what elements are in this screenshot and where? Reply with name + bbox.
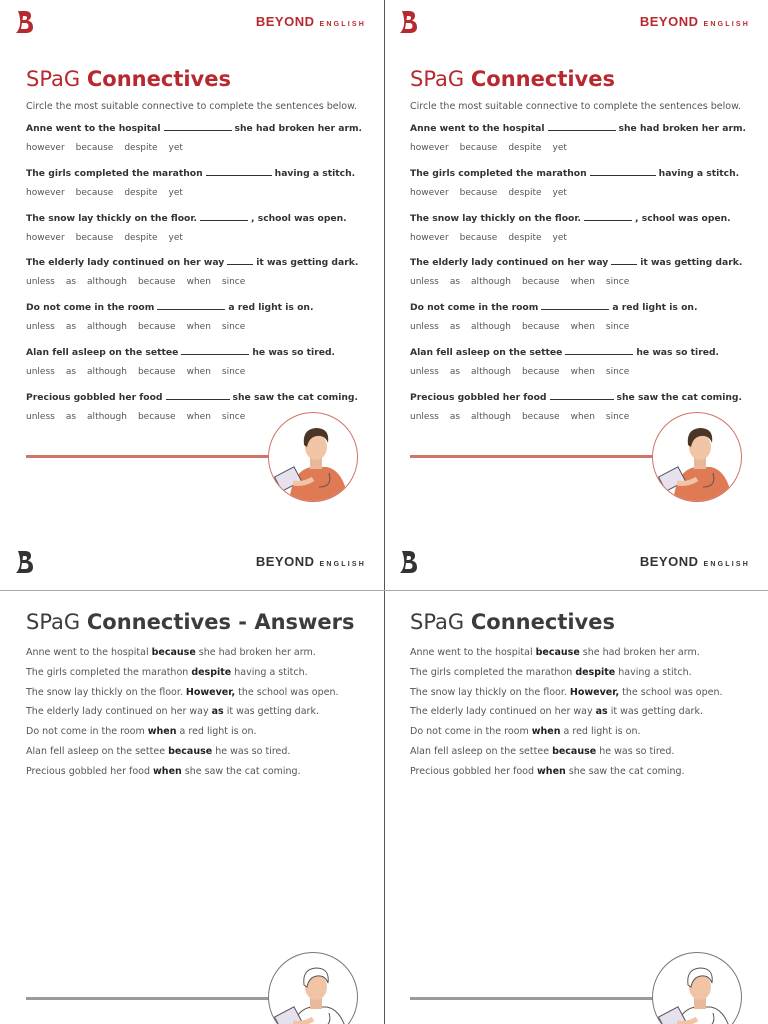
question-sentence — [26, 301, 362, 313]
connective-option[interactable]: since — [605, 411, 630, 422]
beyond-logo-icon — [14, 549, 36, 575]
question-sentence — [410, 301, 746, 313]
connective-option[interactable]: despite — [508, 143, 542, 153]
connective-option[interactable]: when — [570, 366, 595, 377]
instruction-text: Circle the most suitable connective to complete the sentences below. — [410, 101, 742, 112]
connective-option[interactable]: as — [449, 322, 461, 333]
student-with-notebook-illustration — [653, 413, 742, 502]
answer-card — [384, 540, 768, 1024]
sentence-end: she saw the cat coming. — [181, 765, 301, 777]
sentence-start: The elderly lady continued on her way — [410, 257, 609, 269]
answer-sentence — [26, 687, 339, 707]
connective-option[interactable]: since — [221, 277, 246, 288]
connective-option[interactable]: because — [521, 366, 560, 377]
sentence-start: Anne went to the hospital — [26, 647, 152, 658]
connective-option[interactable]: although — [471, 366, 511, 377]
brand-wordmark — [640, 554, 750, 569]
question-item — [410, 212, 746, 257]
connective-option[interactable]: when — [186, 366, 211, 377]
answer-blank — [548, 122, 616, 131]
connective-option[interactable]: as — [449, 411, 461, 422]
sentence-start: The snow lay thickly on the floor. — [26, 212, 198, 224]
answer-sentence — [26, 667, 339, 687]
connective-options — [26, 233, 362, 243]
title-main: Connectives — [470, 67, 615, 91]
question-item — [410, 256, 746, 301]
worksheet-title — [26, 67, 231, 91]
sentence-end: it was getting dark. — [256, 257, 359, 269]
connective-option[interactable]: because — [459, 187, 498, 198]
answer-word: as — [211, 706, 224, 718]
sentence-end: he was so tired. — [636, 346, 720, 358]
answer-blank — [227, 256, 253, 265]
question-sentence — [410, 122, 746, 134]
question-sentence — [410, 167, 746, 179]
answer-word: However, — [569, 686, 620, 698]
answer-word: when — [531, 726, 561, 738]
sentence-start: Alan fell asleep on the settee — [410, 745, 553, 757]
connective-option[interactable]: when — [186, 277, 211, 288]
answer-sentence — [26, 726, 339, 746]
connective-option[interactable]: unless — [26, 277, 55, 288]
brand-wordmark — [256, 554, 366, 569]
connective-option[interactable]: since — [221, 366, 246, 377]
answer-word: despite — [191, 666, 232, 678]
answer-sentence — [410, 746, 723, 766]
connective-option[interactable]: although — [471, 277, 511, 288]
sentence-end: she saw the cat coming. — [232, 391, 358, 403]
sentence-start: Alan fell asleep on the settee — [26, 745, 169, 757]
connective-option[interactable]: however — [410, 232, 449, 243]
answer-blank — [590, 167, 656, 176]
sentence-start: Do not come in the room — [26, 302, 155, 314]
sentence-end: , school was open. — [251, 212, 347, 224]
sentence-end: a red light is on. — [228, 302, 314, 314]
answer-blank — [164, 122, 232, 131]
answer-blank — [200, 212, 248, 221]
connective-option[interactable]: unless — [410, 366, 439, 377]
sentence-end: the school was open. — [619, 686, 723, 698]
connective-option[interactable]: because — [75, 187, 114, 198]
sentence-start: The elderly lady continued on her way — [410, 706, 596, 718]
sentence-end: he was so tired. — [596, 745, 675, 757]
sentence-end: she saw the cat coming. — [616, 391, 742, 403]
answer-blank — [584, 212, 632, 221]
connective-options — [26, 322, 362, 332]
connective-option[interactable]: unless — [410, 322, 439, 333]
connective-option[interactable]: yet — [552, 143, 567, 153]
brand-subtitle: ENGLISH — [319, 21, 366, 28]
answer-word: when — [537, 765, 566, 777]
question-item — [26, 301, 362, 346]
brand-wordmark — [256, 14, 366, 29]
connective-option[interactable]: as — [65, 366, 77, 377]
connective-option[interactable]: because — [459, 232, 498, 243]
title-prefix: SPaG — [26, 610, 81, 634]
connective-option[interactable]: unless — [410, 411, 439, 422]
connective-option[interactable]: as — [449, 277, 461, 288]
brand-subtitle: ENGLISH — [703, 561, 750, 568]
question-sentence — [26, 212, 362, 224]
connective-option[interactable]: when — [186, 322, 211, 333]
question-item — [26, 212, 362, 257]
sentence-start: Do not come in the room — [410, 726, 532, 738]
answer-list — [26, 647, 339, 786]
student-portrait — [652, 952, 742, 1024]
sentence-start: The girls completed the marathon — [410, 666, 576, 678]
answer-sentence — [26, 746, 339, 766]
question-sentence — [26, 256, 362, 268]
sentence-start: Anne went to the hospital — [26, 123, 161, 134]
footer-rule — [410, 997, 655, 1000]
answer-sentence — [410, 766, 723, 786]
sentence-start: The girls completed the marathon — [26, 666, 192, 678]
connective-options — [410, 277, 746, 287]
sentence-start: Alan fell asleep on the settee — [26, 346, 179, 358]
title-prefix: SPaG — [26, 67, 81, 91]
sentence-start: Anne went to the hospital — [410, 123, 545, 134]
connective-option[interactable]: despite — [124, 187, 158, 198]
sentence-start: The girls completed the marathon — [410, 167, 587, 179]
worksheet-title — [26, 610, 355, 634]
connective-option[interactable]: unless — [410, 277, 439, 288]
connective-option[interactable]: although — [471, 411, 511, 422]
answer-blank — [157, 301, 225, 310]
connective-option[interactable]: when — [570, 277, 595, 288]
brand-subtitle: ENGLISH — [703, 21, 750, 28]
question-item — [410, 122, 746, 167]
answer-blank — [181, 346, 249, 355]
question-item — [26, 167, 362, 212]
connective-option[interactable]: yet — [168, 187, 183, 198]
question-sentence — [26, 346, 362, 358]
answer-word: when — [147, 726, 177, 738]
connective-option[interactable]: when — [186, 411, 211, 422]
answer-blank — [166, 391, 230, 400]
sentence-end: she had broken her arm. — [618, 123, 747, 134]
connective-option[interactable]: as — [65, 322, 77, 333]
connective-option[interactable]: despite — [124, 143, 158, 153]
sentence-start: Precious gobbled her food — [410, 765, 538, 777]
student-with-notebook-illustration — [653, 953, 742, 1024]
footer-rule — [410, 455, 655, 458]
connective-option[interactable]: because — [137, 411, 176, 422]
connective-options — [26, 143, 362, 153]
question-item — [26, 346, 362, 391]
student-with-notebook-illustration — [269, 953, 358, 1024]
sentence-start: The snow lay thickly on the floor. — [26, 686, 186, 698]
connective-option[interactable]: because — [137, 366, 176, 377]
answer-sentence — [410, 667, 723, 687]
connective-option[interactable]: although — [87, 277, 127, 288]
sentence-end: a red light is on. — [176, 726, 257, 738]
connective-option[interactable]: however — [410, 187, 449, 198]
brand-name: BEYOND — [255, 14, 315, 29]
title-prefix: SPaG — [410, 67, 465, 91]
sentence-start: The snow lay thickly on the floor. — [410, 686, 570, 698]
connective-option[interactable]: yet — [552, 187, 567, 198]
connective-option[interactable]: despite — [124, 232, 158, 243]
connective-option[interactable]: however — [26, 187, 65, 198]
sentence-end: , school was open. — [635, 212, 731, 224]
connective-option[interactable]: despite — [508, 187, 542, 198]
title-main: Connectives — [470, 610, 615, 634]
beyond-logo-icon — [398, 9, 420, 35]
connective-option[interactable]: as — [65, 277, 77, 288]
sentence-start: Precious gobbled her food — [26, 765, 154, 777]
connective-options — [410, 143, 746, 153]
connective-options — [410, 322, 746, 332]
connective-option[interactable]: since — [221, 411, 246, 422]
connective-option[interactable]: since — [221, 322, 246, 333]
sentence-end: a red light is on. — [560, 726, 641, 738]
student-portrait — [652, 412, 742, 502]
connective-option[interactable]: when — [570, 411, 595, 422]
sentence-end: having a stitch. — [274, 167, 356, 179]
answer-blank — [565, 346, 633, 355]
student-portrait — [268, 952, 358, 1024]
connective-option[interactable]: as — [449, 366, 461, 377]
sentence-end: she had broken her arm. — [579, 647, 700, 658]
connective-options — [26, 367, 362, 377]
answer-word: when — [153, 765, 182, 777]
question-item — [26, 122, 362, 167]
answer-sentence — [26, 766, 339, 786]
connective-option[interactable]: since — [605, 322, 630, 333]
connective-option[interactable]: because — [521, 411, 560, 422]
sentence-start: Alan fell asleep on the settee — [410, 346, 563, 358]
connective-option[interactable]: because — [521, 277, 560, 288]
connective-option[interactable]: however — [410, 143, 449, 153]
connective-option[interactable]: because — [459, 143, 498, 153]
title-prefix: SPaG — [410, 610, 465, 634]
question-sentence — [26, 167, 362, 179]
footer-rule — [26, 997, 271, 1000]
title-main: Connectives — [86, 67, 231, 91]
question-item — [410, 301, 746, 346]
answer-list — [410, 647, 723, 786]
connective-option[interactable]: unless — [26, 366, 55, 377]
sentence-end: the school was open. — [235, 686, 339, 698]
brand-subtitle: ENGLISH — [319, 561, 366, 568]
sentence-start: Precious gobbled her food — [26, 391, 163, 403]
sentence-end: it was getting dark. — [640, 257, 743, 269]
sentence-end: she saw the cat coming. — [565, 765, 685, 777]
question-sentence — [410, 256, 746, 268]
connective-option[interactable]: yet — [168, 232, 183, 243]
question-sentence — [26, 122, 362, 134]
answer-blank — [206, 167, 272, 176]
sentence-start: Anne went to the hospital — [410, 647, 536, 658]
connective-option[interactable]: unless — [26, 411, 55, 422]
connective-option[interactable]: however — [26, 232, 65, 243]
question-list — [26, 122, 362, 436]
beyond-logo-icon — [14, 9, 36, 35]
footer-rule — [26, 455, 271, 458]
sentence-end: she had broken her arm. — [195, 647, 316, 658]
connective-options — [410, 367, 746, 377]
connective-option[interactable]: yet — [552, 232, 567, 243]
sentence-start: Precious gobbled her food — [410, 391, 547, 403]
connective-option[interactable]: despite — [508, 232, 542, 243]
connective-options — [26, 277, 362, 287]
sentence-start: The elderly lady continued on her way — [26, 257, 225, 269]
sentence-start: The snow lay thickly on the floor. — [410, 212, 582, 224]
answer-sentence — [410, 687, 723, 707]
sentence-start: Do not come in the room — [26, 726, 148, 738]
sentence-end: he was so tired. — [252, 346, 336, 358]
answer-sentence — [410, 706, 723, 726]
question-sentence — [26, 391, 362, 403]
sentence-end: having a stitch. — [615, 666, 692, 678]
sentence-start: The elderly lady continued on her way — [26, 706, 212, 718]
answer-sentence — [26, 647, 339, 667]
answer-word: because — [552, 745, 597, 757]
connective-option[interactable]: because — [137, 277, 176, 288]
answer-blank — [541, 301, 609, 310]
brand-name: BEYOND — [255, 554, 315, 569]
answer-blank — [550, 391, 614, 400]
answer-word: as — [595, 706, 608, 718]
connective-option[interactable]: although — [87, 322, 127, 333]
answer-sentence — [26, 706, 339, 726]
sentence-end: he was so tired. — [212, 745, 291, 757]
student-portrait — [268, 412, 358, 502]
worksheet-title — [410, 610, 615, 634]
sentence-end: having a stitch. — [658, 167, 740, 179]
connective-option[interactable]: yet — [168, 143, 183, 153]
brand-name: BEYOND — [639, 14, 699, 29]
brand-wordmark — [640, 14, 750, 29]
student-with-notebook-illustration — [269, 413, 358, 502]
sentence-end: a red light is on. — [612, 302, 698, 314]
connective-option[interactable]: because — [137, 322, 176, 333]
connective-option[interactable]: because — [521, 322, 560, 333]
answer-card — [0, 540, 384, 1024]
question-sentence — [410, 212, 746, 224]
question-sentence — [410, 391, 746, 403]
connective-options — [410, 233, 746, 243]
answer-word: However, — [185, 686, 236, 698]
connective-option[interactable]: however — [26, 143, 65, 153]
connective-options — [26, 188, 362, 198]
answer-word: because — [151, 647, 196, 658]
connective-option[interactable]: as — [65, 411, 77, 422]
sentence-start: Do not come in the room — [410, 302, 539, 314]
connective-option[interactable]: unless — [26, 322, 55, 333]
answer-sentence — [410, 647, 723, 667]
question-sentence — [410, 346, 746, 358]
connective-option[interactable]: because — [75, 232, 114, 243]
question-list — [410, 122, 746, 436]
beyond-logo-icon — [398, 549, 420, 575]
question-item — [410, 167, 746, 212]
answer-blank — [611, 256, 637, 265]
connective-option[interactable]: although — [87, 411, 127, 422]
connective-option[interactable]: since — [605, 366, 630, 377]
worksheet-card — [0, 0, 384, 520]
answer-word: despite — [575, 666, 616, 678]
title-main: Connectives - Answers — [86, 610, 355, 634]
connective-option[interactable]: since — [605, 277, 630, 288]
connective-option[interactable]: although — [471, 322, 511, 333]
connective-options — [410, 188, 746, 198]
answer-sentence — [410, 726, 723, 746]
connective-option[interactable]: although — [87, 366, 127, 377]
sentence-end: having a stitch. — [231, 666, 308, 678]
connective-option[interactable]: when — [570, 322, 595, 333]
sentence-end: it was getting dark. — [223, 706, 319, 718]
instruction-text: Circle the most suitable connective to complete the sentences below. — [26, 101, 358, 112]
sentence-end: it was getting dark. — [607, 706, 703, 718]
sentence-start: The girls completed the marathon — [26, 167, 203, 179]
connective-option[interactable]: because — [75, 143, 114, 153]
answer-word: because — [168, 745, 213, 757]
question-item — [26, 256, 362, 301]
question-item — [410, 346, 746, 391]
brand-name: BEYOND — [639, 554, 699, 569]
answer-word: because — [535, 647, 580, 658]
worksheet-card — [384, 0, 768, 520]
sentence-end: she had broken her arm. — [234, 123, 363, 134]
worksheet-title — [410, 67, 615, 91]
